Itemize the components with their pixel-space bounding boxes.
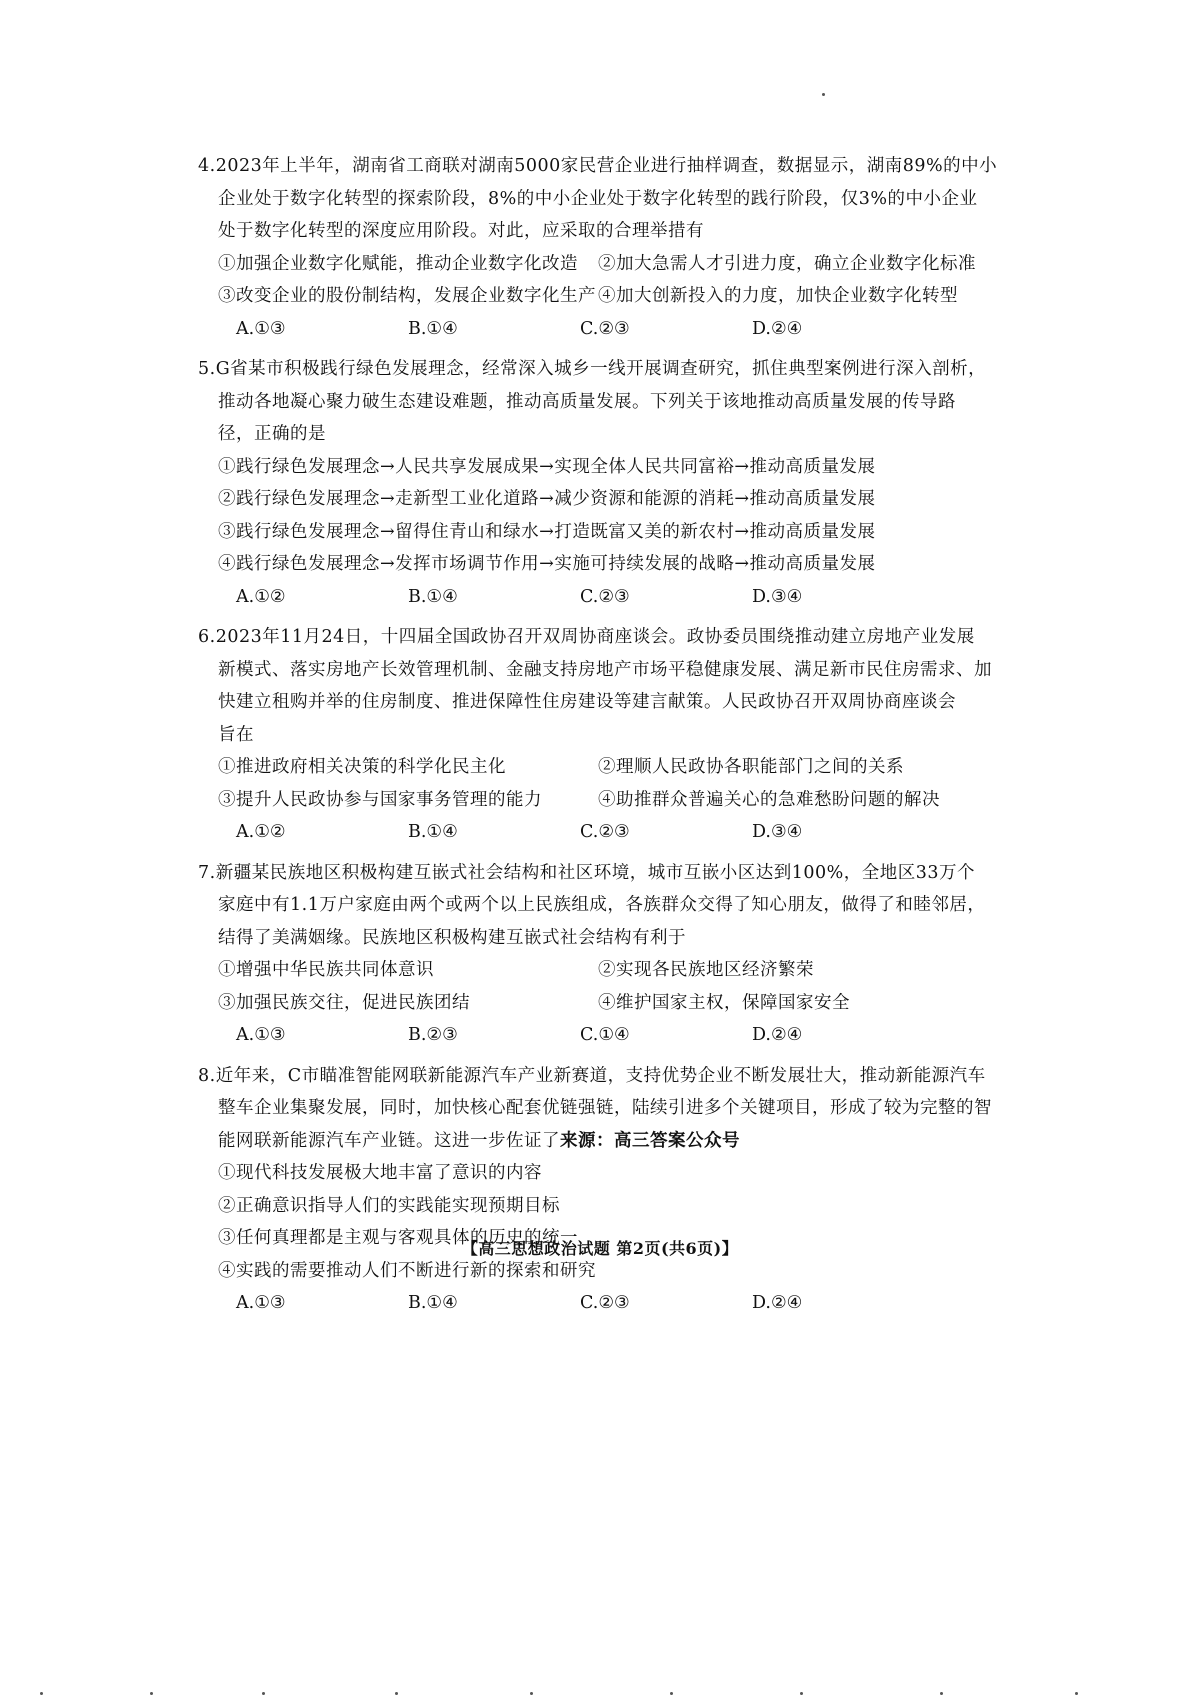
option-2: ②实现各民族地区经济繁荣 bbox=[598, 960, 814, 980]
answer-choices bbox=[198, 816, 1018, 849]
question-8 bbox=[198, 1060, 1018, 1320]
scan-speck bbox=[940, 1692, 943, 1695]
question-stem-line: 4.2023年上半年，湖南省工商联对湖南5000家民营企业进行抽样调查，数据显示，湖南89%的中小 bbox=[198, 156, 998, 176]
option-1: ①加强企业数字化赋能，推动企业数字化改造 bbox=[218, 253, 578, 274]
answer-c: C.②③ bbox=[580, 822, 630, 842]
answer-c: C.①④ bbox=[580, 1025, 630, 1045]
question-stem-line: 6.2023年11月24日，十四届全国政协召开双周协商座谈会。政协委员围绕推动建立房地产业发展 bbox=[198, 627, 975, 647]
answer-d: D.②④ bbox=[752, 1293, 803, 1313]
option-2: ②加大急需人才引进力度，确立企业数字化标准 bbox=[598, 253, 976, 274]
question-stem-line: 8.近年来，C市瞄准智能网联新能源汽车产业新赛道，支持优势企业不断发展壮大，推动新能源汽车 bbox=[198, 1065, 986, 1086]
answer-d: D.③④ bbox=[752, 822, 803, 842]
answer-b: B.①④ bbox=[408, 1293, 458, 1313]
question-5 bbox=[198, 353, 1018, 613]
question-options bbox=[198, 1157, 1018, 1287]
scan-speck bbox=[395, 1692, 398, 1695]
answer-choices bbox=[198, 313, 1018, 346]
option-1: ①推进政府相关决策的科学化民主化 bbox=[218, 757, 506, 777]
question-stem-line: 推动各地凝心聚力破生态建设难题，推动高质量发展。下列关于该地推动高质量发展的传导路 bbox=[218, 391, 956, 412]
page-footer: 【高三思想政治试题 第2页(共6页)】 bbox=[461, 1239, 739, 1258]
answer-a: A.①③ bbox=[236, 1293, 286, 1313]
answer-b: B.①④ bbox=[408, 822, 458, 842]
question-options bbox=[198, 451, 1018, 581]
question-stem-text: 能网联新能源汽车产业链。这进一步佐证了 bbox=[218, 1130, 560, 1151]
question-stem-line: 快建立租购并举的住房制度、推进保障性住房建设等建言献策。人民政协召开双周协商座谈会 bbox=[218, 692, 956, 712]
answer-b: B.①④ bbox=[408, 318, 458, 339]
answer-choices bbox=[198, 1019, 1018, 1052]
answer-d: D.③④ bbox=[752, 586, 803, 607]
answer-c: C.②③ bbox=[580, 586, 630, 607]
answer-a: A.①③ bbox=[236, 318, 286, 339]
option-3: ③改变企业的股份制结构，发展企业数字化生产 bbox=[218, 286, 596, 306]
answer-a: A.①② bbox=[236, 822, 286, 842]
source-watermark-text: 来源：高三答案公众号 bbox=[560, 1130, 740, 1151]
question-stem-line: 7.新疆某民族地区积极构建互嵌式社会结构和社区环境，城市互嵌小区达到100%，全地区33万个 bbox=[198, 862, 975, 883]
question-stem-line: 企业处于数字化转型的探索阶段，8%的中小企业处于数字化转型的践行阶段，仅3%的中小企业 bbox=[218, 188, 978, 209]
option-4: ④助推群众普遍关心的急难愁盼问题的解决 bbox=[598, 789, 940, 810]
answer-d: D.②④ bbox=[752, 318, 803, 339]
scan-speck bbox=[822, 93, 825, 96]
option-1: ①现代科技发展极大地丰富了意识的内容 bbox=[218, 1163, 542, 1183]
scan-speck bbox=[530, 1692, 533, 1695]
answer-a: A.①③ bbox=[236, 1025, 286, 1045]
scan-speck bbox=[670, 1692, 673, 1695]
question-7 bbox=[198, 857, 1018, 1052]
question-stem-line: 5.G省某市积极践行绿色发展理念，经常深入城乡一线开展调查研究，抓住典型案例进行深入剖析， bbox=[198, 359, 987, 379]
scan-speck bbox=[262, 1692, 265, 1695]
question-stem-line: 整车企业集聚发展，同时，加快核心配套优链强链，陆续引进多个关键项目，形成了较为完整的智 bbox=[218, 1098, 992, 1118]
option-3: ③提升人民政协参与国家事务管理的能力 bbox=[218, 789, 542, 810]
question-stem-line bbox=[198, 1125, 1018, 1158]
question-stem-line: 径，正确的是 bbox=[218, 424, 326, 444]
answer-b: B.②③ bbox=[408, 1025, 458, 1045]
answer-choices bbox=[198, 581, 1018, 614]
option-2: ②践行绿色发展理念→走新型工业化道路→减少资源和能源的消耗→推动高质量发展 bbox=[218, 489, 876, 509]
scan-speck bbox=[40, 1692, 43, 1695]
option-2: ②正确意识指导人们的实践能实现预期目标 bbox=[218, 1195, 560, 1216]
answer-c: C.②③ bbox=[580, 318, 630, 339]
question-stem-line: 结得了美满姻缘。民族地区积极构建互嵌式社会结构有利于 bbox=[218, 927, 686, 948]
answer-b: B.①④ bbox=[408, 586, 458, 607]
question-stem-line: 家庭中有1.1万户家庭由两个或两个以上民族组成，各族群众交得了知心朋友，做得了和睦邻居， bbox=[218, 895, 986, 915]
answer-a: A.①② bbox=[236, 586, 286, 607]
answer-choices bbox=[198, 1287, 1018, 1320]
question-options bbox=[198, 954, 1018, 1019]
option-4: ④加大创新投入的力度，加快企业数字化转型 bbox=[598, 286, 958, 306]
scan-speck bbox=[150, 1692, 153, 1695]
answer-c: C.②③ bbox=[580, 1293, 630, 1313]
option-4: ④维护国家主权，保障国家安全 bbox=[598, 992, 850, 1013]
option-4: ④践行绿色发展理念→发挥市场调节作用→实施可持续发展的战略→推动高质量发展 bbox=[218, 554, 876, 574]
scan-speck bbox=[1075, 1692, 1078, 1695]
option-1: ①增强中华民族共同体意识 bbox=[218, 960, 434, 980]
question-stem-line: 旨在 bbox=[218, 724, 254, 745]
question-options bbox=[198, 248, 1018, 313]
scan-speck bbox=[800, 1692, 803, 1695]
question-4 bbox=[198, 150, 1018, 345]
question-6 bbox=[198, 621, 1018, 849]
question-stem-line: 新模式、落实房地产长效管理机制、金融支持房地产市场平稳健康发展、满足新市民住房需求、加 bbox=[218, 659, 992, 680]
option-3: ③践行绿色发展理念→留得住青山和绿水→打造既富又美的新农村→推动高质量发展 bbox=[218, 521, 876, 542]
option-4: ④实践的需要推动人们不断进行新的探索和研究 bbox=[218, 1260, 596, 1281]
option-2: ②理顺人民政协各职能部门之间的关系 bbox=[598, 757, 904, 777]
option-1: ①践行绿色发展理念→人民共享发展成果→实现全体人民共同富裕→推动高质量发展 bbox=[218, 456, 876, 477]
option-3: ③加强民族交往，促进民族团结 bbox=[218, 992, 470, 1013]
option-3: ③任何真理都是主观与客观具体的历史的统一 bbox=[218, 1228, 578, 1248]
question-stem-line: 处于数字化转型的深度应用阶段。对此，应采取的合理举措有 bbox=[218, 221, 704, 241]
answer-d: D.②④ bbox=[752, 1025, 803, 1045]
question-list bbox=[198, 150, 1018, 1328]
question-options bbox=[198, 751, 1018, 816]
